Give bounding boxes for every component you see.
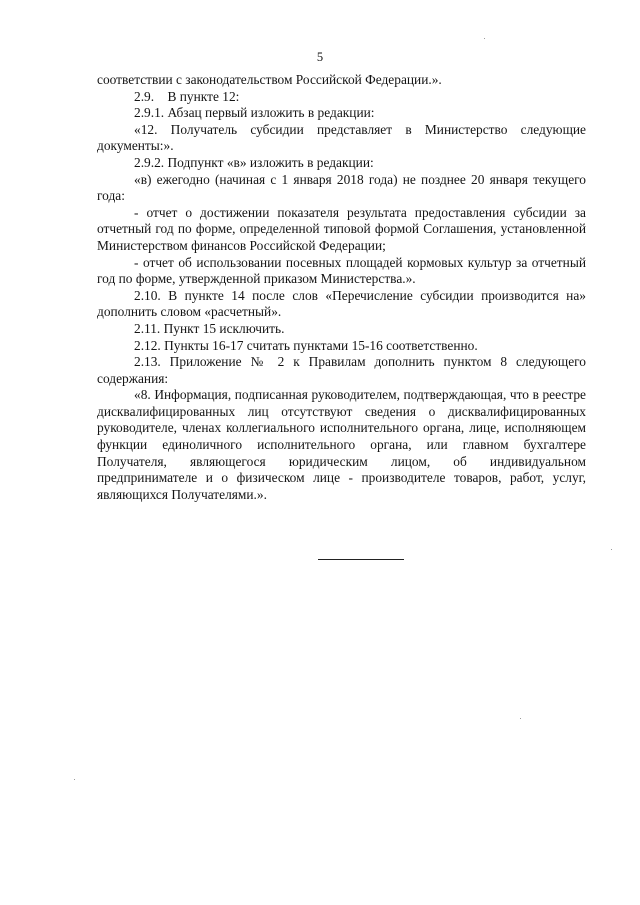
- paragraph-report-crops: - отчет об использовании посевных площадей кормовых культур за отчетный год по форме, утвержденной приказом Министерства.».: [97, 254, 586, 287]
- end-of-text-rule: [318, 559, 404, 560]
- scan-speck: [74, 779, 75, 780]
- paragraph-2-13: 2.13. Приложение № 2 к Правилам дополнить пунктом 8 следующего содержания:: [97, 354, 586, 386]
- scan-speck: [611, 549, 612, 550]
- paragraph-quote-8: «8. Информация, подписанная руководителем, подтверждающая, что в реестре дисквалифицированных лиц отсутствуют сведения о дисквалифицированных руководителе, членах коллегиального исполнительного органа, лице, исполняющем функции единоличного исполнительного органа, или главном бухгалтере Получателя, являющегося юридическим лицом, об индивидуальном предпринимателе и о физическом лице - производителе товаров, работ, услуг, являющихся Получателями.».: [97, 387, 586, 502]
- paragraph-quote-12: «12. Получатель субсидии представляет в Министерство следующие документы:».: [97, 121, 586, 154]
- paragraph-2-11: 2.11. Пункт 15 исключить.: [134, 320, 285, 336]
- paragraph-subpoint-v: «в) ежегодно (начиная с 1 января 2018 года) не позднее 20 января текущего года:: [97, 171, 586, 204]
- document-body: [97, 72, 586, 503]
- paragraph-continuation: соответствии с законодательством Российской Федерации.».: [97, 72, 442, 87]
- paragraph-2-9-2: 2.9.2. Подпункт «в» изложить в редакции:: [134, 154, 374, 170]
- paragraph-2-9-1: 2.9.1. Абзац первый изложить в редакции:: [134, 105, 375, 121]
- paragraph-2-9: 2.9. В пункте 12:: [134, 88, 240, 104]
- page-number: 5: [316, 50, 324, 64]
- paragraph-report-indicator: - отчет о достижении показателя результата предоставления субсидии за отчетный год по форме, определенной типовой формой Соглашения, установленной Министерством финансов Российской Федерации;: [97, 204, 586, 253]
- paragraph-2-10: 2.10. В пункте 14 после слов «Перечисление субсидии производится на» дополнить словом «расчетный».: [97, 287, 586, 320]
- scan-speck: [520, 718, 521, 719]
- paragraph-2-12: 2.12. Пункты 16-17 считать пунктами 15-16 соответственно.: [134, 337, 478, 353]
- scan-speck: [484, 38, 485, 39]
